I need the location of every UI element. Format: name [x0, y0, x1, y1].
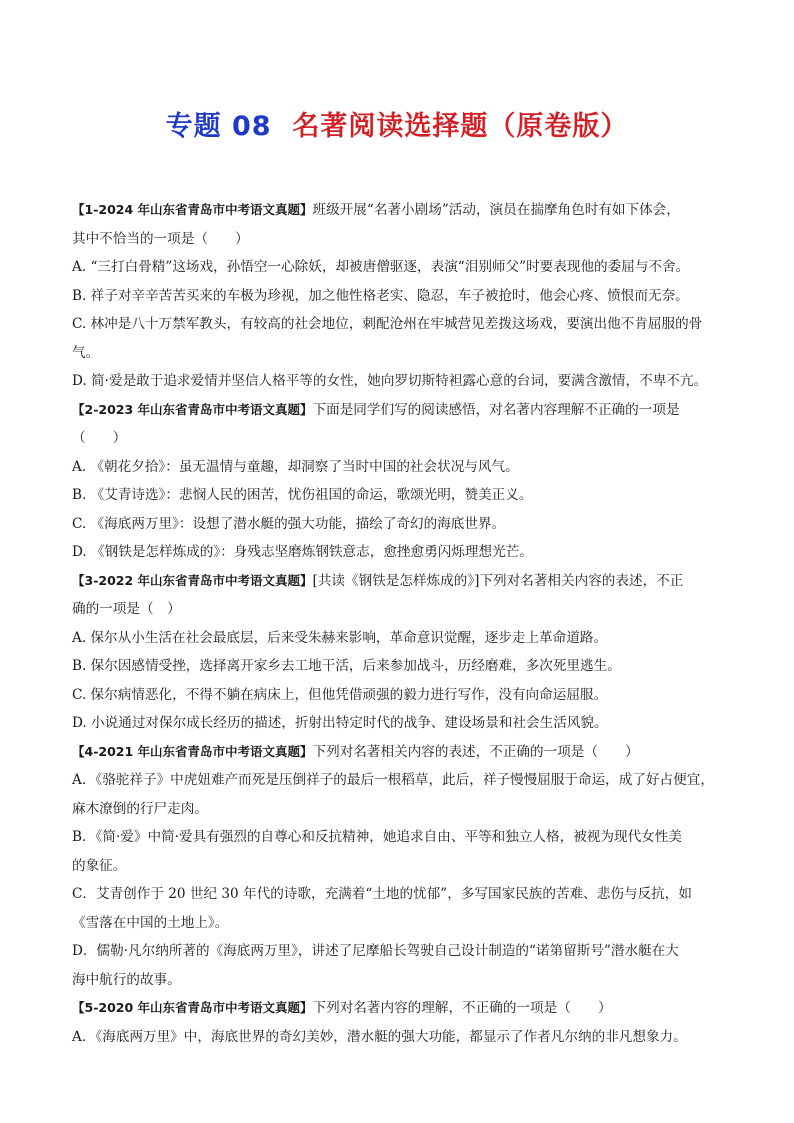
answer-option-line: B. 保尔因感情受挫，选择离开家乡去工地干活，后来参加战斗，历经磨难，多次死里逃生。 — [72, 658, 621, 674]
question-block — [72, 738, 732, 995]
question-block — [72, 567, 732, 738]
question-stem-line — [72, 994, 732, 1023]
question-stem-line — [72, 738, 732, 767]
answer-option-line: A. 保尔从小生活在社会最底层，后来受朱赫来影响，革命意识觉醒，逐步走上革命道路。 — [72, 629, 608, 646]
answer-option-line: 麻木潦倒的行尸走肉。 — [72, 800, 208, 817]
page-title — [0, 104, 794, 143]
question-block — [72, 196, 732, 396]
question-stem-line — [72, 196, 732, 225]
answer-option-line: 《雪落在中国的土地上》。 — [72, 914, 229, 931]
question-stem-line — [72, 424, 732, 453]
question-stem-text: 下面是同学们写的阅读感悟，对名著内容理解不正确的一项是 — [312, 401, 680, 418]
question-list — [72, 196, 732, 1051]
question-stem-text: 下列对名著相关内容的表述，不正确的一项是（ ） — [312, 743, 639, 760]
answer-option-line: D. 小说通过对保尔成长经历的描述，折射出特定时代的战争、建设场景和社会生活风貌。 — [72, 715, 608, 731]
question-source-tag: 【5-2020 年山东省青岛市中考语文真题】 — [72, 1000, 313, 1015]
question-stem-text: 确的一项是（ ） — [72, 601, 181, 617]
answer-option-line: C. 《海底两万里》：设想了潜水艇的强大功能，描绘了奇幻的海底世界。 — [72, 515, 506, 532]
answer-option-line: D．儒勒·凡尔纳所著的《海底两万里》，讲述了尼摩船长驾驶自己设计制造的“诺第留斯号”潜水艇在大 — [72, 943, 679, 959]
question-stem-line — [72, 396, 732, 425]
answer-option-line: A. “三打白骨精”这场戏，孙悟空一心除妖，却被唐僧驱逐，表演“泪别师父”时要表现他的委屈与不舍。 — [72, 259, 690, 275]
question-block — [72, 994, 732, 1051]
answer-option-line: 海中航行的故事。 — [72, 971, 181, 988]
title-topic-number: 专题 08 — [165, 111, 272, 142]
question-block — [72, 396, 732, 567]
question-source-tag: 【4-2021 年山东省青岛市中考语文真题】 — [72, 743, 313, 759]
answer-option-line: C. 林冲是八十万禁军教头，有较高的社会地位，刺配沧州在牢城营见差拨这场戏，要演出他不肯屈服的骨 — [72, 316, 703, 332]
question-source-tag: 【1-2024 年山东省青岛市中考语文真题】 — [72, 202, 313, 217]
answer-option-line: D. 《钢铁是怎样炼成的》：身残志坚磨炼钢铁意志，愈挫愈勇闪烁理想光芒。 — [72, 544, 533, 560]
question-stem-line — [72, 595, 732, 624]
answer-option-line: 的象征。 — [72, 857, 127, 874]
answer-option-line: B．《简·爱》中简·爱具有强烈的自尊心和反抗精神，她追求自由、平等和独立人格，被视为现代女性美 — [72, 829, 682, 845]
question-stem-text: [共读《钢铁是怎样炼成的》]下列对名著相关内容的表述，不正 — [312, 572, 684, 589]
question-source-tag: 【3-2022 年山东省青岛市中考语文真题】 — [72, 572, 313, 588]
answer-option-line: 气。 — [72, 344, 100, 361]
question-stem-line — [72, 225, 732, 254]
question-source-tag: 【2-2023 年山东省青岛市中考语文真题】 — [72, 401, 313, 417]
answer-option-line: B. 《艾青诗选》：悲悯人民的困苦，忧伤祖国的命运，歌颂光明，赞美正义。 — [72, 487, 533, 503]
answer-option-line: A. 《朝花夕拾》：虽无温情与童趣，却洞察了当时中国的社会状况与风气。 — [72, 458, 519, 475]
answer-option-line: A．《海底两万里》中，海底世界的奇幻美妙，潜水艇的强大功能，都显示了作者凡尔纳的非凡想象力。 — [72, 1028, 687, 1045]
answer-option-line: C．艾青创作于 20 世纪 30 年代的诗歌，充满着“土地的忧郁”，多写国家民族的苦难、悲伤与反抗，如 — [72, 886, 692, 902]
question-stem-line — [72, 567, 732, 596]
answer-option-line: C. 保尔病情恶化，不得不躺在病床上，但他凭借顽强的毅力进行写作，没有向命运屈服。 — [72, 686, 608, 703]
answer-option-line: A．《骆驼祥子》中虎妞难产而死是压倒祥子的最后一根稻草，此后，祥子慢慢屈服于命运，成了好占便宜， — [72, 772, 714, 788]
question-stem-text: 其中不恰当的一项是（ ） — [72, 230, 249, 247]
answer-option-line: D. 简·爱是敢于追求爱情并坚信人格平等的女性，她向罗切斯特袒露心意的台词，要满含激情，不卑不亢。 — [72, 373, 708, 389]
answer-option-line: B. 祥子对辛辛苦苦买来的车极为珍视，加之他性格老实、隐忍，车子被抢时，他会心疼、愤恨而无奈。 — [72, 287, 689, 304]
question-stem-text: 下列对名著内容的理解，不正确的一项是（ ） — [312, 1000, 612, 1016]
question-stem-text: （ ） — [72, 430, 127, 446]
title-topic-name: 名著阅读选择题（原卷版） — [292, 111, 629, 142]
question-stem-text: 班级开展“名著小剧场”活动，演员在揣摩角色时有如下体会， — [312, 202, 680, 218]
